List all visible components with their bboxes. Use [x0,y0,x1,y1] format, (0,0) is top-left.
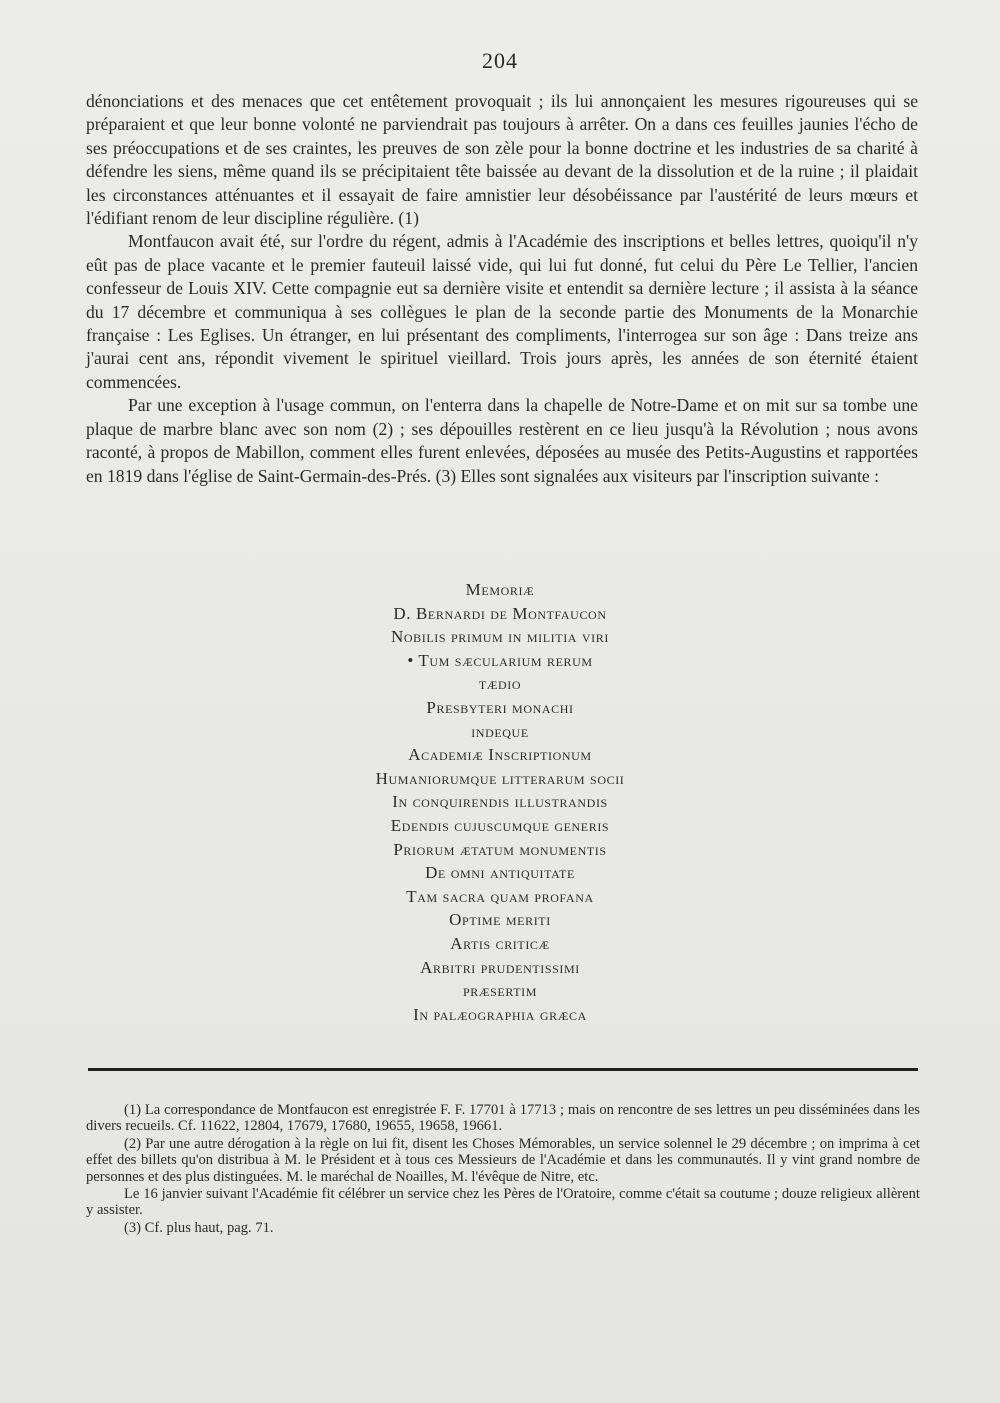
footnote: Le 16 janvier suivant l'Académie fit célébrer un service chez les Pères de l'Oratoire, comme c'était sa coutume ; douze religieux allèrent y assister. [86,1186,920,1219]
paragraph: Par une exception à l'usage commun, on l'enterra dans la chapelle de Notre-Dame et on mit sur sa tombe une plaque de marbre blanc avec son nom (2) ; ses dépouilles restèrent en ce lieu jusqu'à la Révolution ; nous avons raconté, à propos de Mabillon, comment elles furent enlevées, déposées au musée des Petits-Augustins et rapportées en 1819 dans l'église de Saint-Germain-des-Prés. (3) Elles sont signalées aux visiteurs par l'inscription suivante : [86,395,918,486]
inscription-line: Edendis cujuscumque generis [390,815,610,835]
footnote: (2) Par une autre dérogation à la règle on lui fit, disent les Choses Mémorables, un service solennel le 29 décembre ; on imprima à cet effet des billets qu'on distribua à M. le Président et à tous ces Messieurs de l'Académie et dans les communautés. Il y vint grand nombre de personnes et des plus distinguées. M. le maréchal de Noailles, M. l'évêque de Nitre, etc. [86,1135,920,1185]
inscription-line: In palæographia græca [413,1004,587,1024]
inscription-line: Tam sacra quam profana [406,886,594,906]
page-number: 204 [482,48,518,73]
main-text [86,90,918,488]
footnote: (1) La correspondance de Montfaucon est enregistrée F. F. 17701 à 17713 ; mais on rencontre de ses lettres un peu disséminées dans les divers recueils. Cf. 11622, 12804, 17679, 17680, 19655, 19658, 19661. [86,1102,920,1135]
footnotes [86,1102,920,1237]
inscription-line: De omni antiquitate [425,863,575,883]
inscription-line: In conquirendis illustrandis [392,792,608,812]
inscription-line: Arbitri prudentissimi [420,957,580,977]
footnote-divider [88,1068,918,1071]
inscription-line: Optime meriti [449,910,551,930]
inscription-line: Memoriæ [465,580,535,599]
inscription-line: tædio [478,674,522,694]
inscription-line: Academiæ Inscriptionum [408,745,592,765]
inscription-line: Humaniorumque litterarum socii [375,768,625,788]
inscription-line: præsertim [462,981,538,1001]
epitaph-inscription [0,578,1000,1026]
paragraph: dénonciations et des menaces que cet entêtement provoquait ; ils lui annonçaient les mesures rigoureuses qui se préparaient et que leur bonne volonté ne parviendrait pas toujours à arrêter. On a dans ces feuilles jaunies l'écho de ses préoccupations et de ses craintes, les preuves de son zèle pour la bonne doctrine et les industries de sa charité à défendre les siens, même quand ils se précipitaient tête baissée au devant de la dissolution et de la ruine ; il plaidait les circonstances atténuantes et il essayait de faire amnistier leur désobéissance par l'austérité de leurs mœurs et l'édifiant renom de leur discipline régulière. (1) [86,91,918,229]
paragraph: Montfaucon avait été, sur l'ordre du régent, admis à l'Académie des inscriptions et belles lettres, quoiqu'il n'y eût pas de place vacante et le premier fauteuil laissé vide, qui lui fut donné, fut celui du Père Le Tellier, l'ancien confesseur de Louis XIV. Cette compagnie eut sa dernière visite et entendit sa dernière lecture ; il assista à la séance du 17 décembre et communiqua à ses collègues le plan de la seconde partie des Monuments de la Monarchie française : Les Eglises. Un étranger, en lui présentant des compliments, l'interrogea sur son âge : Dans treize ans j'aurai cent ans, répondit vivement le spirituel vieillard. Trois jours après, les années de son éternité étaient commencées. [86,231,918,392]
inscription-line: indeque [471,721,529,741]
inscription-line: Nobilis primum in militia viri [391,627,609,647]
footnote: (3) Cf. plus haut, pag. 71. [124,1219,274,1236]
inscription-line: Artis criticæ [450,933,550,953]
inscription-line: Presbyteri monachi [426,697,574,717]
inscription-line: • Tum sæcularium rerum [407,650,593,670]
inscription-line: D. Bernardi de Montfaucon [393,603,607,623]
inscription-line: Priorum ætatum monumentis [393,839,607,859]
